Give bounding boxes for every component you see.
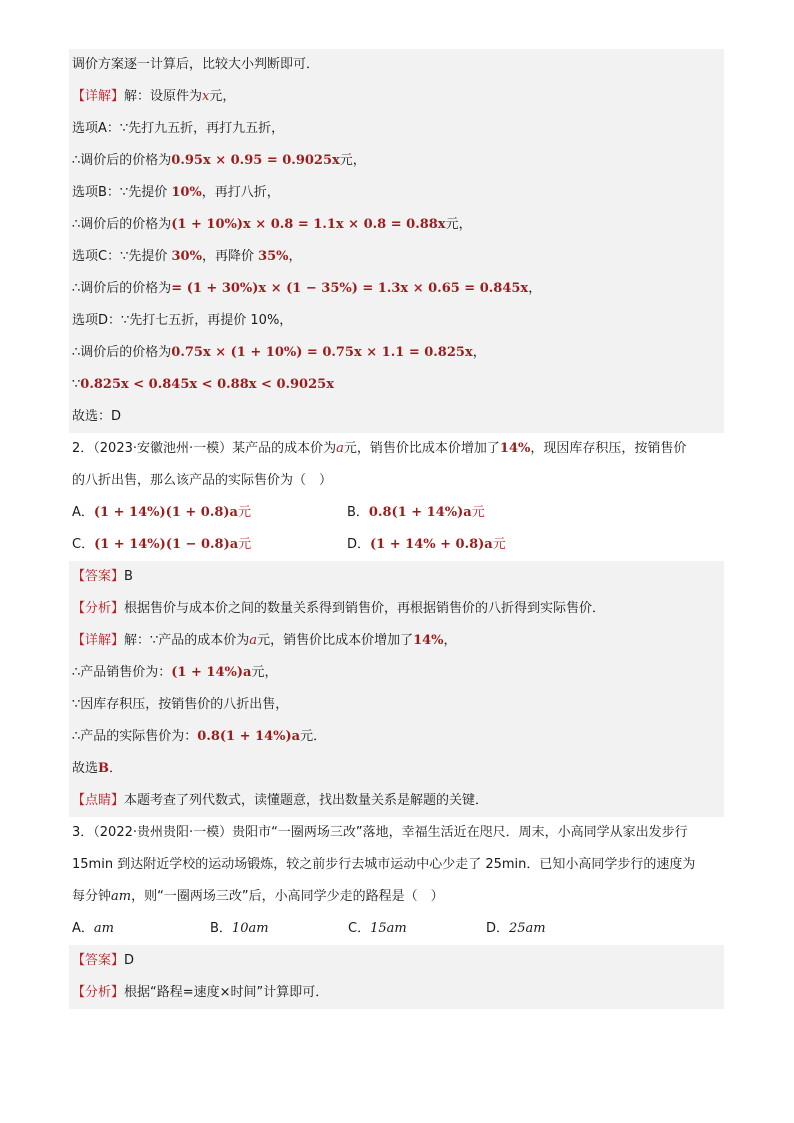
text: ，再降价 bbox=[201, 249, 259, 264]
unit: 元 bbox=[238, 537, 252, 552]
math-expression: 0.825x < 0.845x < 0.88x < 0.9025x bbox=[80, 377, 334, 392]
options-row bbox=[69, 529, 724, 561]
answer-line bbox=[69, 561, 724, 593]
solution-line bbox=[69, 657, 724, 689]
option-a bbox=[72, 913, 210, 945]
math-expression: 14% bbox=[499, 441, 531, 456]
text: ， bbox=[472, 345, 486, 360]
solution-line bbox=[69, 305, 724, 337]
math-expression: 0.75x × (1 + 10%) = 0.75x × 1.1 = 0.825x bbox=[171, 345, 473, 360]
analysis-tag: 【分析】 bbox=[72, 985, 125, 1000]
option-label: D． bbox=[486, 921, 510, 936]
question-stem bbox=[69, 881, 724, 913]
solution-line bbox=[69, 721, 724, 753]
comment-line bbox=[69, 785, 724, 817]
text: D bbox=[124, 953, 135, 968]
text: 每分钟 bbox=[72, 889, 112, 904]
question-stem bbox=[69, 465, 724, 497]
solution-line bbox=[69, 113, 724, 145]
text: 选项B：∵先提价 bbox=[72, 185, 172, 200]
text: B bbox=[124, 569, 133, 584]
math-var: am bbox=[93, 921, 114, 936]
text: 选项D：∵先打七五折，再提价 10%， bbox=[72, 313, 293, 328]
solution-line bbox=[69, 177, 724, 209]
text: ， bbox=[528, 281, 542, 296]
analysis-line bbox=[69, 593, 724, 625]
text: 元，销售价比成本价增加了 bbox=[257, 633, 414, 648]
math-var: a bbox=[336, 441, 344, 456]
math-expression: (1 + 14%)(1 + 0.8)a bbox=[93, 505, 238, 520]
text: ∵ bbox=[72, 377, 81, 392]
option-c bbox=[72, 529, 347, 561]
math-expression: 30% bbox=[171, 249, 202, 264]
math-expression: 14% bbox=[413, 633, 444, 648]
unit: 元 bbox=[492, 537, 506, 552]
answer-tag: 【答案】 bbox=[72, 953, 125, 968]
text: ∴调价后的价格为 bbox=[72, 345, 172, 360]
analysis-line bbox=[69, 977, 724, 1009]
text: ， bbox=[288, 249, 302, 264]
options-row bbox=[69, 497, 724, 529]
question-stem bbox=[69, 433, 724, 465]
solution-line bbox=[69, 689, 724, 721]
math-expression: (1 + 14%)(1 − 0.8)a bbox=[94, 537, 239, 552]
math-expression: B bbox=[98, 761, 110, 776]
math-expression: 0.8(1 + 14%)a bbox=[368, 505, 472, 520]
option-label: D． bbox=[347, 537, 371, 552]
answer-line bbox=[69, 945, 724, 977]
options-row bbox=[69, 913, 724, 945]
text: 2．（2023·安徽池州·一模）某产品的成本价为 bbox=[72, 441, 337, 456]
solution-line bbox=[69, 369, 724, 401]
text: 根据“路程=速度×时间”计算即可． bbox=[124, 985, 329, 1000]
option-label: C． bbox=[348, 921, 371, 936]
option-c bbox=[348, 913, 486, 945]
math-expression: 10% bbox=[171, 185, 202, 200]
analysis-tag: 【分析】 bbox=[72, 601, 125, 616]
text: ， bbox=[443, 633, 457, 648]
solution-line bbox=[69, 145, 724, 177]
text: 根据售价与成本价之间的数量关系得到销售价，再根据销售价的八折得到实际售价． bbox=[124, 601, 606, 616]
question-stem bbox=[69, 817, 724, 849]
text: 元， bbox=[209, 89, 236, 104]
text: 本题考查了列代数式，读懂题意，找出数量关系是解题的关键． bbox=[124, 793, 489, 808]
text: 的八折出售，那么该产品的实际售价为（ ） bbox=[72, 473, 333, 488]
text: ∴产品的实际售价为： bbox=[72, 729, 198, 744]
option-b bbox=[210, 913, 348, 945]
detail-line bbox=[69, 625, 724, 657]
text: 故选 bbox=[72, 761, 99, 776]
text: ，再打八折， bbox=[201, 185, 280, 200]
answer-choice-line bbox=[69, 401, 724, 433]
detail-line bbox=[69, 81, 724, 113]
unit: 元 bbox=[237, 505, 251, 520]
text: ∴调价后的价格为 bbox=[72, 217, 172, 232]
math-var: a bbox=[249, 633, 258, 648]
math-var: x bbox=[202, 89, 210, 104]
text: 选项C：∵先提价 bbox=[72, 249, 172, 264]
document-page bbox=[69, 49, 724, 1009]
text: 解：设原件为 bbox=[124, 89, 203, 104]
text: 3．（2022·贵州贵阳·一模）贵阳市“一圈两场三改”落地，幸福生活近在咫尺．周末，小高同学从家出发步行 bbox=[72, 825, 688, 840]
solution-line bbox=[69, 209, 724, 241]
math-var: 15am bbox=[370, 921, 407, 936]
option-label: B． bbox=[210, 921, 232, 936]
option-b bbox=[347, 497, 485, 529]
detail-tag: 【详解】 bbox=[72, 633, 125, 648]
comment-tag: 【点睛】 bbox=[72, 793, 125, 808]
option-label: C． bbox=[72, 537, 95, 552]
text: 故选：D bbox=[72, 409, 122, 424]
answer-tag: 【答案】 bbox=[72, 569, 125, 584]
option-d bbox=[486, 913, 546, 945]
detail-tag: 【详解】 bbox=[72, 89, 125, 104]
math-expression: (1 + 14%)a bbox=[171, 665, 252, 680]
solution-line bbox=[69, 241, 724, 273]
solution-line bbox=[69, 273, 724, 305]
math-var: 25am bbox=[509, 921, 546, 936]
solution-line bbox=[69, 337, 724, 369]
option-label: A． bbox=[72, 505, 94, 520]
answer-choice-line bbox=[69, 753, 724, 785]
text: ，现因库存积压，按销售价 bbox=[530, 441, 687, 456]
math-var: 10am bbox=[231, 921, 269, 936]
math-expression: 0.95x × 0.95 = 0.9025x bbox=[171, 153, 340, 168]
option-d bbox=[347, 529, 506, 561]
math-expression: 35% bbox=[258, 249, 289, 264]
analysis-line bbox=[69, 49, 724, 81]
math-expression: 0.8(1 + 14%)a bbox=[197, 729, 301, 744]
text: ∵因库存积压，按销售价的八折出售， bbox=[72, 697, 289, 712]
text: 元，销售价比成本价增加了 bbox=[343, 441, 500, 456]
text: 元， bbox=[339, 153, 366, 168]
text: ，则“一圈两场三改”后，小高同学少走的路程是（ ） bbox=[131, 889, 444, 904]
text: 调价方案逐一计算后，比较大小判断即可． bbox=[72, 57, 320, 72]
math-expression: (1 + 10%)x × 0.8 = 1.1x × 0.8 = 0.88x bbox=[171, 217, 446, 232]
text: 元． bbox=[300, 729, 327, 744]
text: ∴调价后的价格为 bbox=[72, 281, 172, 296]
math-expression: (1 + 14% + 0.8)a bbox=[370, 537, 493, 552]
option-label: B． bbox=[347, 505, 369, 520]
text: 元， bbox=[251, 665, 278, 680]
text: ∴产品销售价为： bbox=[72, 665, 172, 680]
text: ． bbox=[109, 761, 123, 776]
question-stem bbox=[69, 849, 724, 881]
text: 元， bbox=[445, 217, 472, 232]
text: 15min 到达附近学校的运动场锻炼，较之前步行去城市运动中心少走了 25min．已知小高同学步行的速度为 bbox=[72, 857, 696, 872]
text: 解：∵产品的成本价为 bbox=[124, 633, 250, 648]
math-expression: = (1 + 30%)x × (1 − 35%) = 1.3x × 0.65 = 0.845x bbox=[171, 281, 529, 296]
option-a bbox=[72, 497, 347, 529]
text: ∴调价后的价格为 bbox=[72, 153, 172, 168]
text: 选项A：∵先打九五折，再打九五折， bbox=[72, 121, 285, 136]
math-var: am bbox=[111, 889, 132, 904]
unit: 元 bbox=[471, 505, 485, 520]
option-label: A． bbox=[72, 921, 94, 936]
